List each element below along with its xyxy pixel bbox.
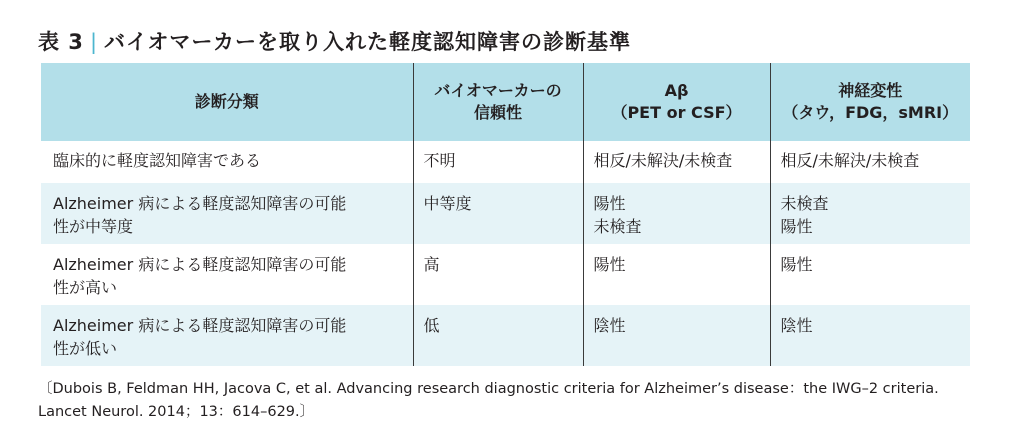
header-row — [41, 63, 970, 141]
table-row — [41, 183, 970, 244]
cell-neurodegeneration: 陰性 — [770, 305, 970, 366]
table-title — [38, 26, 631, 56]
reference-citation: 〔Dubois B, Feldman HH, Jacova C, et al. Advancing research diagnostic criteria for Alzheimer’s disease：the IWG–2 criteria. Lancet Neurol. 2014；13：614–629.〕 — [38, 381, 939, 420]
cell-reliability: 高 — [413, 244, 583, 305]
cell-abeta: 陽性 未検査 — [583, 183, 770, 244]
cell-category: Alzheimer 病による軽度認知障害の可能 性が高い — [53, 255, 347, 297]
header-abeta: Aβ （PET or CSF） — [583, 63, 770, 141]
cell-category: 臨床的に軽度認知障害である — [53, 151, 262, 170]
cell-category: Alzheimer 病による軽度認知障害の可能 性が低い — [41, 305, 413, 366]
cell-category: Alzheimer 病による軽度認知障害の可能 性が中等度 — [41, 183, 413, 244]
cell-reliability: 低 — [413, 305, 583, 366]
table-caption: バイオマーカーを取り入れた軽度認知障害の診断基準 — [104, 30, 631, 54]
table-number: 表 3 — [38, 30, 84, 54]
header-reliability: バイオマーカーの 信頼性 — [413, 63, 583, 141]
title-separator: | — [89, 30, 99, 54]
header-neurodegeneration: 神経変性 （タウ，FDG，sMRI） — [770, 63, 970, 141]
cell-reliability: 不明 — [413, 141, 583, 183]
header-category: 診断分類 — [41, 63, 413, 141]
cell-abeta: 陽性 — [583, 244, 770, 305]
cell-abeta: 相反/未解決/未検査 — [583, 141, 770, 183]
cell-neurodegeneration: 相反/未解決/未検査 — [770, 141, 970, 183]
table-row — [41, 244, 970, 305]
cell-neurodegeneration: 未検査 陽性 — [770, 183, 970, 244]
cell-abeta: 陰性 — [583, 305, 770, 366]
table-row — [41, 305, 970, 366]
criteria-table — [41, 63, 970, 366]
table-row — [41, 141, 970, 183]
cell-reliability: 中等度 — [413, 183, 583, 244]
cell-neurodegeneration: 陽性 — [770, 244, 970, 305]
